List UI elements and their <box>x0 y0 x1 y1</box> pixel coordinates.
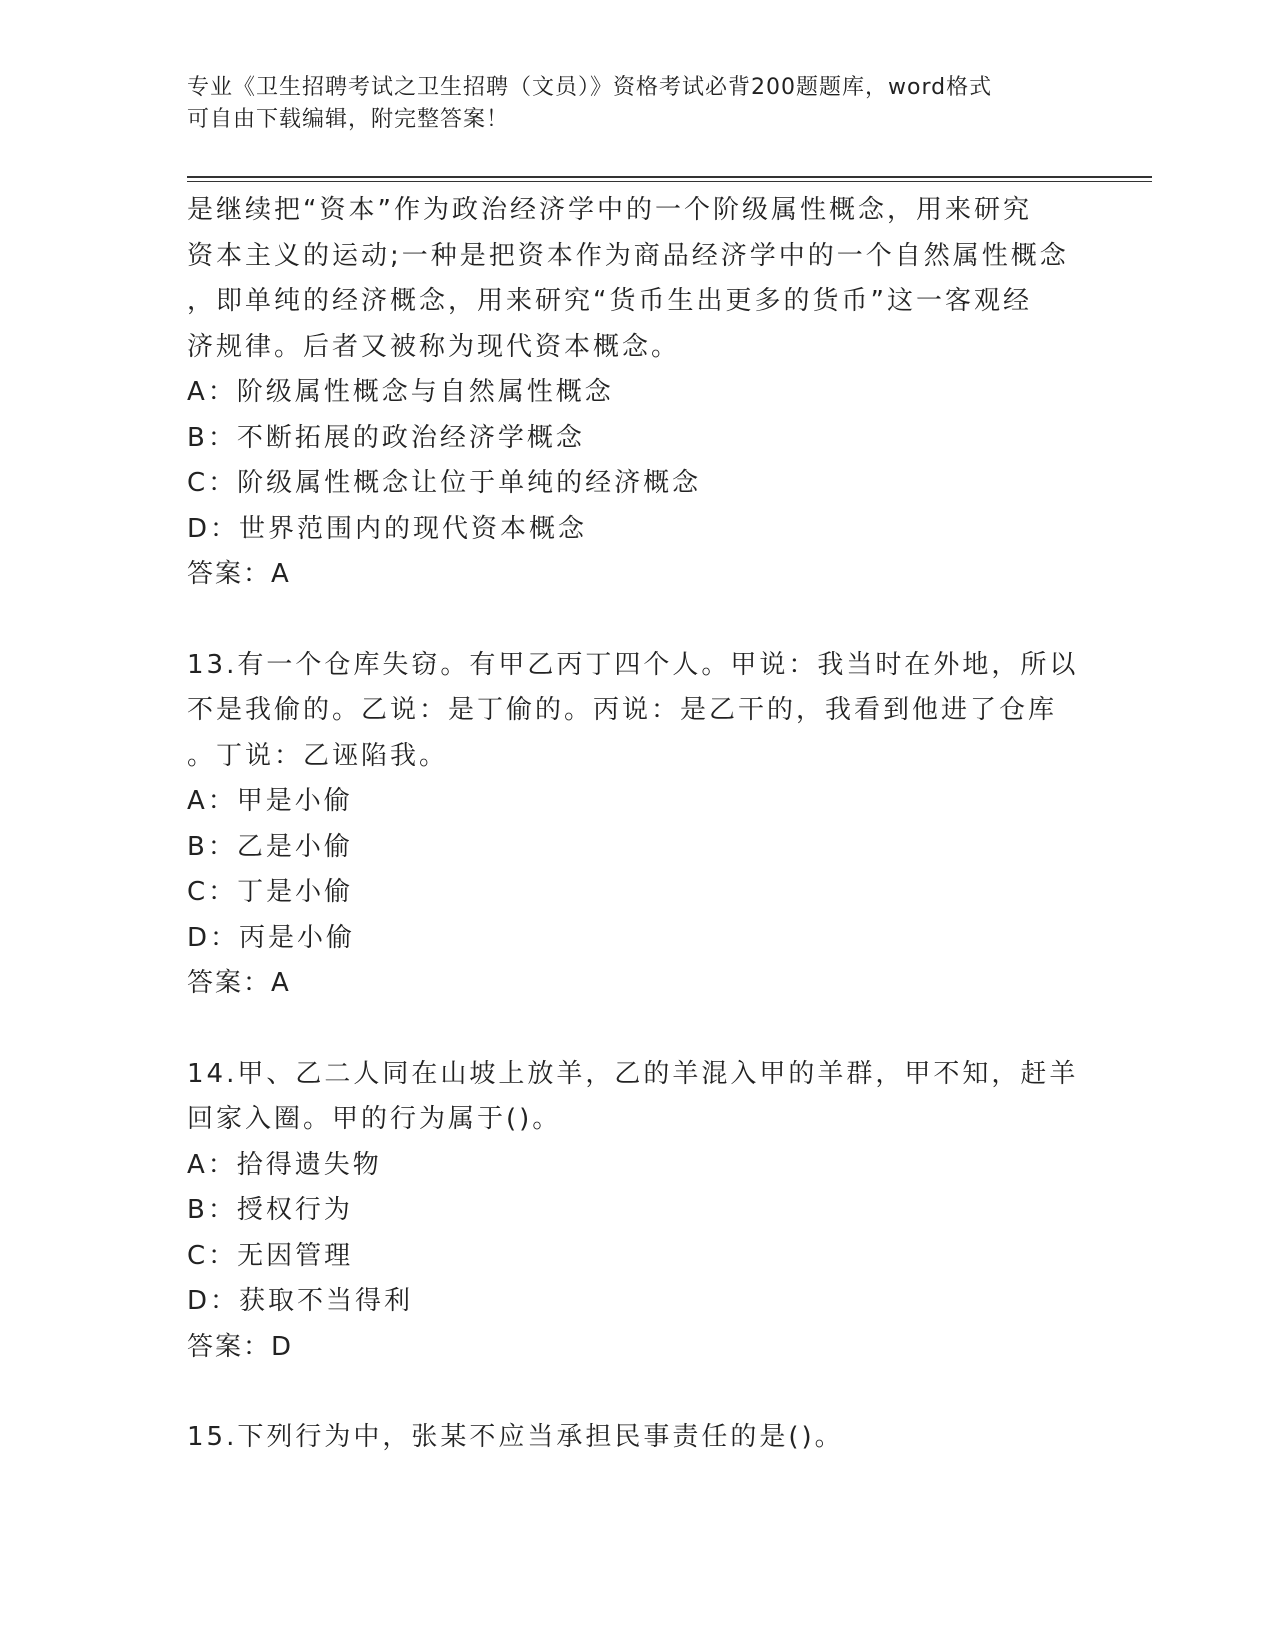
option-d: D：获取不当得利 <box>187 1286 414 1316</box>
answer-line: 答案：A <box>187 968 291 998</box>
question-15 <box>187 1415 1067 1461</box>
question-stem-line: 。丁说：乙诬陷我。 <box>187 740 449 771</box>
question-stem-line: 14.甲、乙二人同在山坡上放羊，乙的羊混入甲的羊群，甲不知，赶羊 <box>187 1058 1079 1089</box>
document-header <box>187 72 1067 136</box>
header-divider-thick <box>187 176 1152 178</box>
header-divider-thin <box>187 181 1152 182</box>
question-stem-line: 不是我偷的。乙说：是丁偷的。丙说：是乙干的，我看到他进了仓库 <box>187 695 1058 725</box>
option-b: B：授权行为 <box>187 1195 353 1225</box>
question-stem-line: ，即单纯的经济概念，用来研究“货币生出更多的货币”这一客观经 <box>187 286 1032 316</box>
question-stem-line: 回家入圈。甲的行为属于()。 <box>187 1104 562 1134</box>
question-stem-line: 是继续把“资本”作为政治经济学中的一个阶级属性概念，用来研究 <box>187 195 1032 225</box>
answer-line: 答案：A <box>187 559 291 589</box>
question-stem-line: 资本主义的运动;一种是把资本作为商品经济学中的一个自然属性概念 <box>187 240 1069 271</box>
option-c: C：无因管理 <box>187 1240 354 1271</box>
question-13 <box>187 643 1079 1007</box>
spacer <box>187 598 1067 643</box>
question-stem-line: 济规律。后者又被称为现代资本概念。 <box>187 331 681 362</box>
question-14 <box>187 1052 1079 1371</box>
header-line-1: 专业《卫生招聘考试之卫生招聘（文员）》资格考试必背200题题库，word格式 <box>187 75 993 100</box>
option-a: A：阶级属性概念与自然属性概念 <box>187 377 614 407</box>
answer-line: 答案：D <box>187 1331 294 1362</box>
option-d: D：丙是小偷 <box>187 922 356 953</box>
spacer <box>187 1007 1067 1052</box>
option-c: C：阶级属性概念让位于单纯的经济概念 <box>187 468 702 498</box>
header-line-2: 可自由下载编辑，附完整答案！ <box>187 107 510 132</box>
question-content <box>187 188 1079 1461</box>
spacer <box>187 1370 1067 1415</box>
question-stem-line: 13.有一个仓库失窃。有甲乙丙丁四个人。甲说：我当时在外地，所以 <box>187 649 1079 680</box>
option-b: B：乙是小偷 <box>187 831 353 862</box>
option-d: D：世界范围内的现代资本概念 <box>187 513 588 544</box>
option-c: C：丁是小偷 <box>187 877 354 907</box>
option-a: A：甲是小偷 <box>187 786 353 816</box>
question-stem-line: 15.下列行为中，张某不应当承担民事责任的是()。 <box>187 1422 844 1452</box>
question-12 <box>187 188 1067 598</box>
option-a: A：拾得遗失物 <box>187 1149 382 1180</box>
option-b: B：不断拓展的政治经济学概念 <box>187 422 585 453</box>
